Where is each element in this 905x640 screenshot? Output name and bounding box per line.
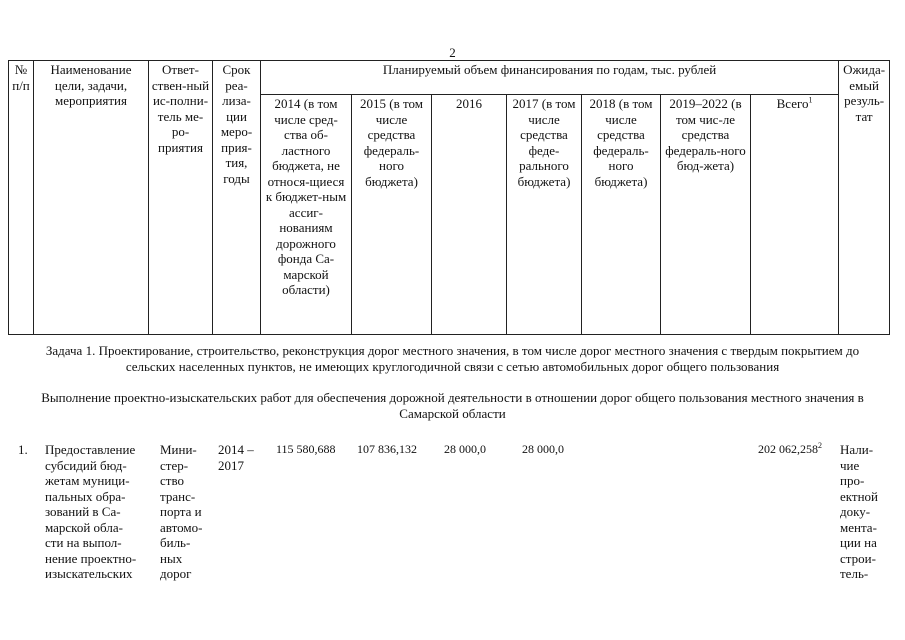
col-resp-header: Ответ-ствен-ный ис-полни-тель ме-ро-приятия [149, 61, 213, 335]
row-term [218, 442, 264, 473]
result-line: ции на [840, 535, 877, 550]
resp-line: биль- [160, 535, 191, 550]
resp-line: автомо- [160, 519, 203, 535]
row-expected-result [840, 442, 895, 582]
year-2017-header: 2017 (в том числе средства феде-рального бюджета) [507, 95, 582, 335]
year-2019-2022-header: 2019–2022 (в том чис-ле средства федераль-ного бюд-жета) [661, 95, 751, 335]
col-no-header: № п/п [9, 61, 34, 335]
result-line: Нали- [840, 442, 874, 457]
col-term-header: Срок реа-лиза-ции меро-прия-тия, годы [213, 61, 261, 335]
year-2015-header: 2015 (в том числе средства федераль-ного бюджета) [352, 95, 432, 335]
value-2015: 107 836,132 [357, 442, 417, 456]
name-line: марской обла- [45, 519, 123, 535]
total-header: Всего$^1$ [751, 95, 839, 335]
value-2016: 28 000,0 [444, 442, 486, 456]
term-line: 2014 – [218, 442, 254, 457]
result-line: чие [840, 457, 860, 473]
result-line: ектной [840, 488, 879, 504]
name-line: нение проектно- [45, 550, 137, 566]
total-footnote-mark: 2 [818, 441, 822, 450]
resp-line: Мини- [160, 442, 197, 457]
resp-line: ных [160, 550, 183, 566]
result-line: тель- [840, 566, 869, 581]
header-table [8, 60, 890, 335]
activity-heading: Выполнение проектно-изыскательских работ для обеспечения дорожной деятельности в отношении дорог общего пользования местного значения в Самарской области [41, 390, 864, 421]
name-line: субсидий бюд- [45, 457, 127, 473]
resp-line: транс- [160, 488, 196, 504]
value-total: 202 062,258$^2$ [758, 441, 822, 456]
value-2014: 115 580,688 [276, 442, 336, 456]
result-line: строи- [840, 550, 876, 566]
name-line: зований в Са- [45, 504, 121, 519]
name-line: сти на выпол- [45, 535, 122, 550]
name-line: пальных обра- [45, 488, 126, 504]
total-footnote-mark: 1 [808, 95, 813, 105]
resp-line: стер- [160, 457, 189, 473]
resp-line: дорог [160, 566, 192, 581]
term-line: 2017 [218, 457, 244, 473]
page-number: 2 [449, 45, 456, 60]
col-plan-header: Планируемый объем финансирования по годам, тыс. рублей [261, 61, 839, 95]
year-2016-header: 2016 [432, 95, 507, 335]
task-1-heading: Задача 1. Проектирование, строительство, реконструкция дорог местного значения, в том числе дорог местного значения с твердым покрытием до сельских населенных пунктов, не имеющих круглогодичной связи с сетью автомобильных дорог общего пользования [45, 343, 860, 374]
row-name [45, 442, 155, 582]
row-number: 1. [18, 442, 28, 457]
col-expected-header: Ожида-емый резуль-тат [839, 61, 890, 335]
year-2018-header: 2018 (в том числе средства федераль-ного бюджета) [582, 95, 661, 335]
row-responsible [160, 442, 215, 582]
name-line: Предоставление [45, 442, 136, 457]
name-line: изыскательских [45, 566, 133, 581]
value-2017: 28 000,0 [522, 442, 564, 456]
resp-line: порта и [160, 504, 202, 519]
name-line: жетам муници- [45, 473, 130, 488]
result-line: доку- [840, 504, 871, 519]
resp-line: ство [160, 473, 185, 488]
result-line: про- [840, 473, 865, 488]
year-2014-header: 2014 (в том числе сред-ства об-ластного бюджета, не относя-щиеся к бюджет-ным ассиг-нованиям дорожного фонда Са-марской области) [261, 95, 352, 335]
col-name-header: Наименование цели, задачи, мероприятия [34, 61, 149, 335]
result-line: мента- [840, 519, 877, 535]
